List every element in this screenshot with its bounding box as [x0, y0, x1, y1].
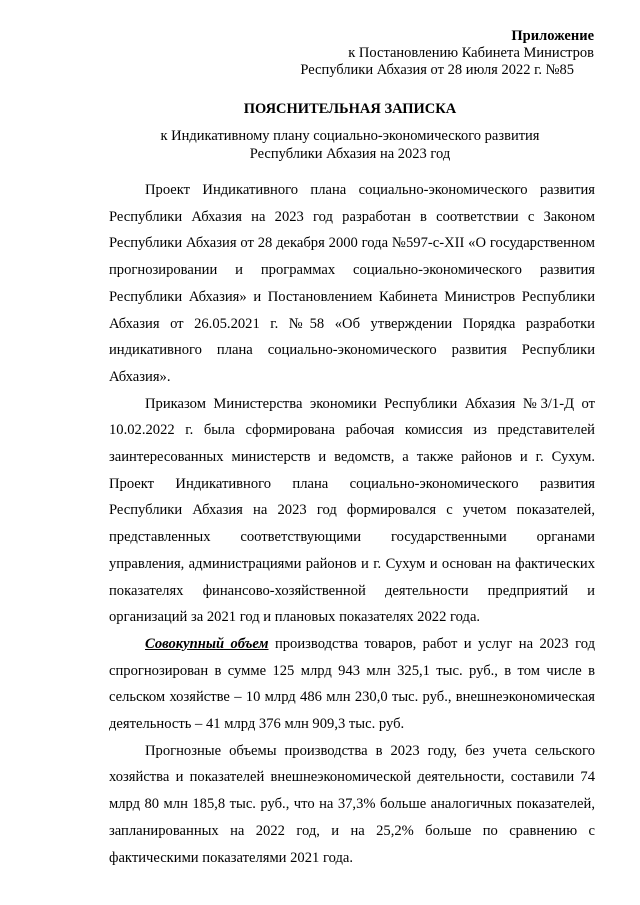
- paragraph-1: Проект Индикативного плана социально-экономического развития Республики Абхазия на 2023 год разработан в соответствии с Законом Республики Абхазия от 28 декабря 2000 года №597-с-XII «О государственном прогнозировании и программах социально-экономического развития Республики Абхазия» и Постановлением Кабинета Министров Республики Абхазия от 26.05.2021 г. №58 «Об утверждении Порядка разработки индикативного плана социально-экономического развития Республики Абхазия».: [109, 182, 595, 385]
- paragraph-2: Приказом Министерства экономики Республики Абхазия №3/1-Д от 10.02.2022 г. была сформирована рабочая комиссия из представителей заинтересованных министерств и ведомств, а также районов и г. Сухум. Проект Индикативного плана социально-экономического развития Республики Абхазия на 2023 год формировался с учетом показателей, представленных соответствующими государственными органами управления, администрациями районов и г. Сухум и основан на фактических показателях финансово-хозяйственной деятельности предприятий и организаций за 2021 год и плановых показателях 2022 года.: [109, 395, 595, 626]
- appendix-date-line: Республики Абхазия от 28 июля 2022 г. №85: [300, 62, 574, 78]
- subtitle-line-1: к Индикативному плану социально-экономического развития: [160, 128, 540, 144]
- document-subtitle: [0, 127, 640, 163]
- paragraph-3: [109, 631, 595, 738]
- appendix-resolution-line: к Постановлению Кабинета Министров: [348, 45, 594, 61]
- paragraph-3-text: производства товаров, работ и услуг на 2023 год спрогнозирован в сумме 125 млрд 943 млн 325,1 тыс. руб., в том числе в сельском хозяйстве – 10 млрд 486 млн 230,0 тыс. руб., внешнеэкономическая деятельность – 41 млрд 376 млн 909,3 тыс. руб.: [109, 635, 595, 733]
- paragraph-3-emphasis: Совокупный объем: [145, 635, 269, 652]
- subtitle-line-2: Республики Абхазия на 2023 год: [249, 146, 451, 162]
- paragraph-4: Прогнозные объемы производства в 2023 году, без учета сельского хозяйства и показателей внешнеэкономической деятельности, составили 74 млрд 80 млн 185,8 тыс. руб., что на 37,3% больше аналогичных показателей, запланированных на 2022 год, и на 25,2% больше по сравнению с фактическими показателями 2021 года.: [109, 742, 595, 866]
- appendix-title: Приложение: [511, 28, 594, 44]
- appendix-header: [300, 28, 594, 79]
- document-title: ПОЯСНИТЕЛЬНАЯ ЗАПИСКА: [243, 101, 457, 117]
- document-body: [109, 177, 595, 871]
